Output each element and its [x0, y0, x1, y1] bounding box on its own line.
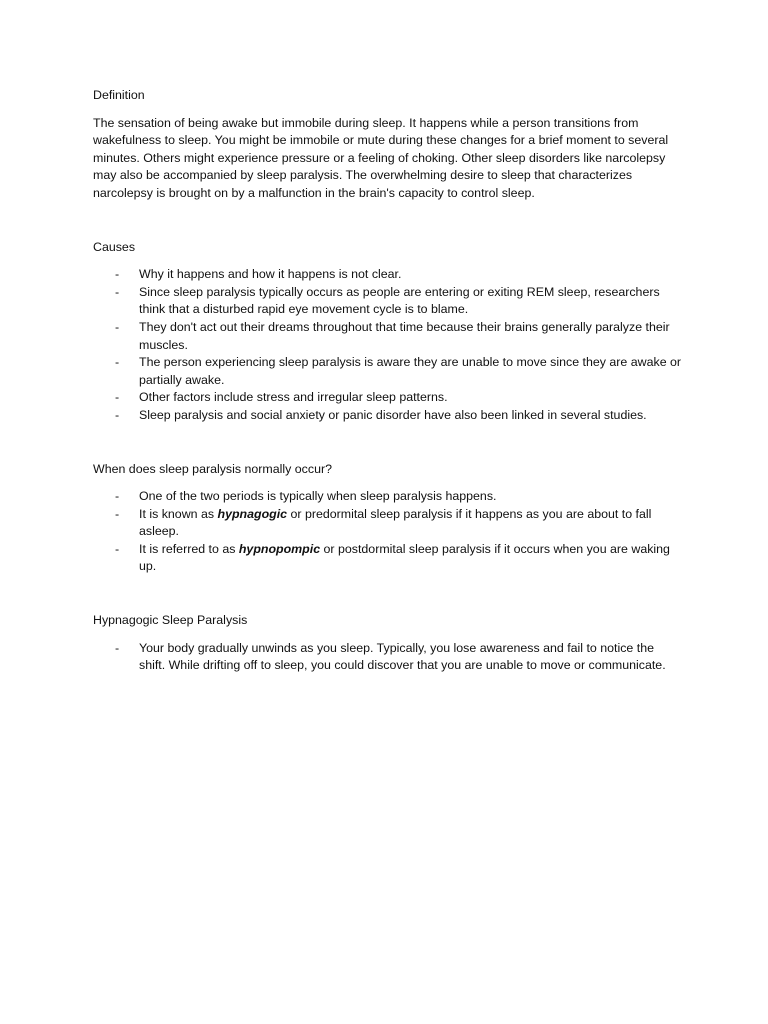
list-item: [93, 319, 683, 354]
dash-bullet: -: [115, 319, 120, 334]
hypnagogic-list: [93, 640, 683, 675]
list-item-text: Your body gradually unwinds as you sleep. Typically, you lose awareness and fail to notice the shift. While drifting off to sleep, you could discover that you are unable to move or communicate.: [139, 640, 666, 673]
list-item: [93, 284, 683, 319]
causes-heading: Causes: [93, 239, 136, 254]
list-item-text: Why it happens and how it happens is not clear.: [139, 267, 402, 282]
dash-bullet: -: [115, 355, 120, 370]
causes-section: [93, 239, 683, 425]
list-item-text: Sleep paralysis and social anxiety or panic disorder have also been linked in several studies.: [139, 407, 647, 422]
list-item-text: One of the two periods is typically when sleep paralysis happens.: [139, 489, 497, 504]
list-item-text-before: It is referred to as: [139, 541, 239, 556]
definition-heading: Definition: [93, 88, 145, 102]
list-item-text-after: or predormital sleep paralysis if it happens as you are about to fall asleep.: [139, 506, 652, 539]
document-page: [93, 87, 683, 675]
dash-bullet: -: [115, 640, 120, 655]
list-item-text: Other factors include stress and irregular sleep patterns.: [139, 390, 448, 405]
dash-bullet: -: [115, 284, 120, 299]
dash-bullet: -: [115, 267, 120, 282]
list-item-text-after: or postdormital sleep paralysis if it occurs when you are waking up.: [139, 541, 670, 574]
dash-bullet: -: [115, 407, 120, 422]
dash-bullet: -: [115, 489, 120, 504]
list-item-text: They don't act out their dreams throughout that time because their brains generally paralyze their muscles.: [139, 319, 670, 352]
hypnagogic-heading: Hypnagogic Sleep Paralysis: [93, 613, 248, 628]
term-hypnopompic: hypnopompic: [238, 541, 321, 556]
list-item: [93, 389, 683, 407]
term-hypnagogic: hypnagogic: [217, 506, 288, 521]
list-item: [93, 488, 683, 506]
list-item-text: The person experiencing sleep paralysis is aware they are unable to move since they are awake or partially awake.: [139, 355, 682, 387]
dash-bullet: -: [115, 390, 120, 405]
occurrence-section: [93, 461, 683, 577]
list-item: [93, 407, 683, 425]
list-item: [93, 354, 683, 389]
list-item-text: Since sleep paralysis typically occurs as people are entering or exiting REM sleep, researchers think that a disturbed rapid eye movement cycle is to blame.: [139, 284, 660, 317]
dash-bullet: -: [115, 541, 120, 556]
hypnagogic-section: [93, 612, 683, 675]
definition-section: [93, 87, 683, 203]
list-item: [93, 541, 683, 576]
list-item: [93, 266, 683, 284]
occurrence-heading: When does sleep paralysis normally occur?: [93, 461, 332, 476]
list-item-text-before: It is known as: [139, 506, 218, 521]
definition-paragraph: The sensation of being awake but immobile during sleep. It happens while a person transitions from wakefulness to sleep. You might be immobile or mute during these changes for a brief moment to several minutes. Others might experience pressure or a feeling of choking. Other sleep disorders like narcolepsy may also be accompanied by sleep paralysis. The overwhelming desire to sleep that characterizes narcolepsy is brought on by a malfunction in the brain's capacity to control sleep.: [93, 115, 669, 200]
list-item: [93, 640, 683, 675]
list-item: [93, 506, 683, 541]
occurrence-list: [93, 488, 683, 576]
dash-bullet: -: [115, 506, 120, 521]
causes-list: [93, 266, 683, 424]
